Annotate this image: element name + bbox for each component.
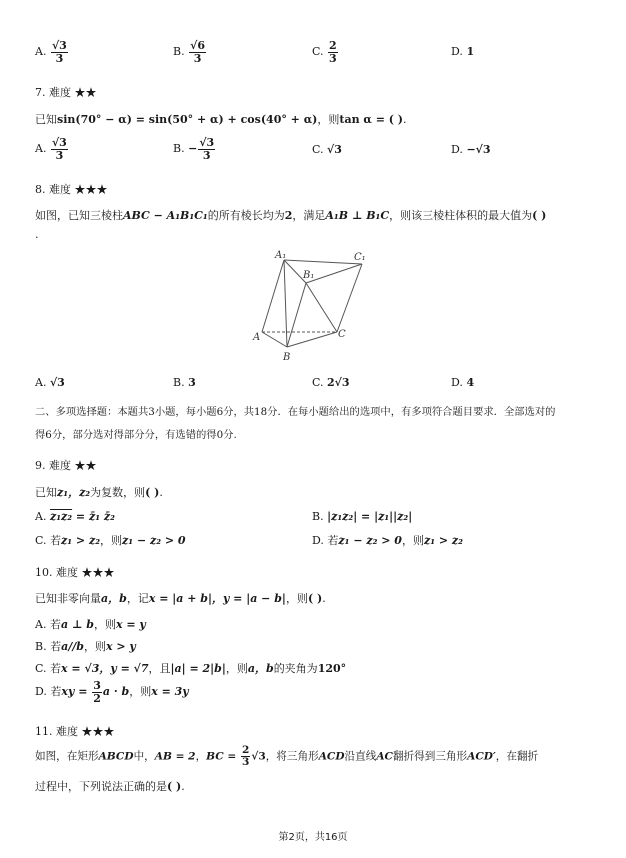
q11-stem-line2: 过程中，下列说法正确的是( ). [35,780,185,793]
q8-option-d[interactable]: D. 4 [451,376,475,389]
q8-dot: . [35,228,39,241]
q7-option-c[interactable]: C. √3 [312,143,342,156]
q11-stem-line1: 如图，在矩形ABCD中，AB = 2，BC = $\frac{2}{3}$ √3，将三角形ACD沿直线AC翻折得到三角形ACD′，在翻折 [35,744,539,769]
edge-ab [262,332,287,347]
q10-stem: 已知非零向量a，b，记x = |a + b|，y = |a − b|，则( ). [35,592,326,605]
page-footer: 第2页，共16页 [278,832,348,843]
edge-b1c [306,283,337,332]
edge-bc [287,332,337,347]
q8-stem: 如图，已知三棱柱ABC − A₁B₁C₁的所有棱长均为2，满足A₁B ⊥ B₁C，则该三棱柱体积的最大值为( ) [35,209,547,222]
label-c1: C₁ [354,252,366,263]
edge-a1b [284,260,287,347]
q7-option-b[interactable]: B. − $\frac{√3}{3}$ [173,136,215,162]
q8-option-b[interactable]: B. 3 [173,376,196,389]
q10-option-d[interactable]: D. 若xy = $\frac{3}{2}$ a · b，则x = 3y [35,679,189,705]
q11-header: 11. 难度 ★★★ [35,725,115,738]
q8-option-a[interactable]: A. √3 [35,376,65,389]
q9-option-c[interactable]: C. 若z₁ > z₂，则z₁ − z₂ > 0 [35,534,186,547]
q10-option-c[interactable]: C. 若x = √3，y = √7，且|a| = 2|b|，则a，b的夹角为120° [35,662,347,675]
edge-c1c [337,264,362,332]
q7-option-a[interactable]: A. $\frac{√3}{3}$ [35,136,67,162]
section2-line2: 得6分，部分选对得部分分，有选错的得0分. [35,429,237,441]
q9-option-b[interactable]: B. |z₁z₂| = |z₁||z₂| [312,510,413,523]
label-b1: B₁ [303,270,315,281]
q7-option-d[interactable]: D. −√3 [451,143,491,156]
q10-header: 10. 难度 ★★★ [35,566,115,579]
q7-stem: 已知sin(70° − α) = sin(50° + α) + cos(40° + α)，则tan α = ( ). [35,113,407,126]
q9-header: 9. 难度 ★★ [35,459,97,472]
q6-option-b[interactable]: B. $\frac{√6}{3}$ [173,39,205,65]
section2-line1: 二、多项选择题：本题共3小题，每小题6分，共18分．在每小题给出的选项中，有多项符合题目要求．全部选对的 [35,406,556,418]
edge-a1c1 [284,260,362,264]
q9-option-a[interactable]: A. z₁z₂ = z̄₁ z̄₂ [35,510,115,523]
q10-option-b[interactable]: B. 若a//b，则x > y [35,640,136,653]
label-b: B [283,352,291,363]
edge-b1c1 [306,264,362,283]
q9-stem: 已知z₁，z₂为复数，则( ). [35,486,163,499]
q8-option-c[interactable]: C. 2√3 [312,376,350,389]
label-a: A [253,332,261,343]
q9-option-d[interactable]: D. 若z₁ − z₂ > 0，则z₁ > z₂ [312,534,463,547]
q6-option-c[interactable]: C. $\frac{2}{3}$ [312,39,337,65]
q6-option-a[interactable]: A. $\frac{√3}{3}$ [35,39,67,65]
q6-option-d[interactable]: D. 1 [451,45,475,58]
prism-figure [250,248,380,366]
q7-header: 7. 难度 ★★ [35,86,97,99]
q8-header: 8. 难度 ★★★ [35,183,108,196]
edge-a1a [262,260,284,332]
label-c: C [338,329,346,340]
edge-b1b [287,283,306,347]
q10-option-a[interactable]: A. 若a ⊥ b，则x = y [35,618,146,631]
label-a1: A₁ [275,250,287,261]
